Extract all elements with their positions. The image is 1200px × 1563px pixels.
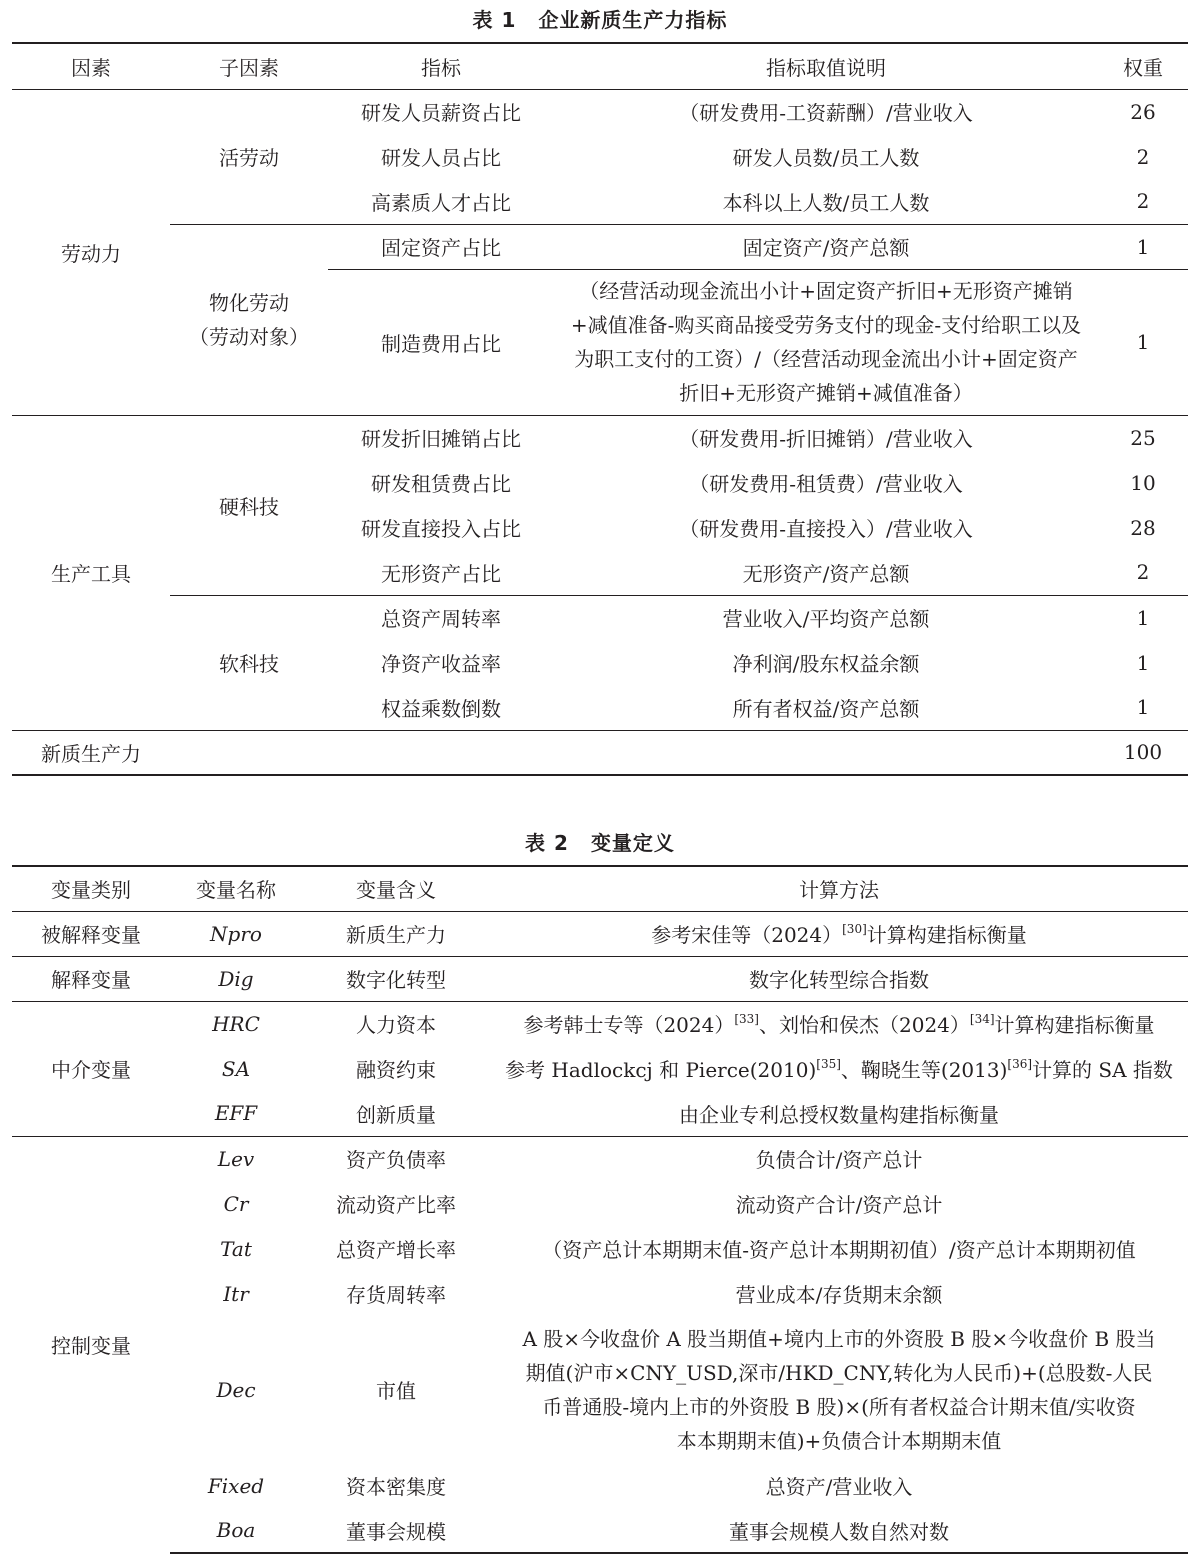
variable-meaning-cell: 存货周转率 xyxy=(346,1283,446,1307)
table2-number: 表 2 xyxy=(525,831,569,855)
subfactor-cell xyxy=(170,224,328,415)
variable-name-cell: Npro xyxy=(210,921,262,946)
table2-header-method: 计算方法 xyxy=(490,866,1188,911)
indicator-cell: 研发人员薪资占比 xyxy=(361,101,521,126)
description-text: （经营活动现金流出小计+固定资产折旧+无形资产摊销+减值准备-购买商品接受劳务支付的现金-支付给职工以及为职工支付的工资）/（经营活动现金流出小计+固定资产折旧+无形资产摊销+减值准备） xyxy=(570,279,1082,405)
method-cell xyxy=(490,1046,1188,1091)
table-row xyxy=(12,1001,1188,1046)
subfactor-label: 物化劳动 xyxy=(209,290,289,315)
method-text: 参考 Hadlockcj 和 Pierce(2010) xyxy=(505,1058,817,1082)
table1-header-factor: 因素 xyxy=(12,43,170,89)
weight-cell: 1 xyxy=(1136,695,1150,720)
weight-cell: 28 xyxy=(1130,515,1156,540)
indicator-cell: 研发折旧摊销占比 xyxy=(328,415,554,460)
table1-header-indicator: 指标 xyxy=(328,43,554,89)
method-cell: 营业成本/存货期末余额 xyxy=(735,1283,943,1307)
description-cell: 无形资产/资产总额 xyxy=(742,561,910,586)
method-cell: 流动资产合计/资产总计 xyxy=(735,1193,943,1217)
variable-name-cell: Itr xyxy=(223,1281,249,1306)
table-row xyxy=(12,1508,1188,1553)
variable-meaning-cell: 人力资本 xyxy=(302,1001,490,1046)
table1-header-subfactor: 子因素 xyxy=(170,43,328,89)
subfactor-cell: 软科技 xyxy=(170,595,328,730)
variable-meaning-cell: 总资产增长率 xyxy=(336,1238,456,1262)
table2-caption xyxy=(0,827,1200,856)
method-line: 本本期期末值)+负债合计本期期末值 xyxy=(676,1428,1002,1453)
weight-cell: 2 xyxy=(1136,144,1150,169)
description-cell: 研发人员数/员工人数 xyxy=(732,146,920,170)
table2-header-meaning: 变量含义 xyxy=(302,866,490,911)
citation-ref: [33] xyxy=(734,1012,759,1027)
variable-name-cell: Dec xyxy=(216,1377,256,1402)
factor-cell: 劳动力 xyxy=(61,241,121,266)
citation-ref: [30] xyxy=(842,922,867,936)
description-cell: 营业收入/平均资产总额 xyxy=(554,595,1098,640)
description-cell: 本科以上人数/员工人数 xyxy=(722,190,930,215)
description-cell: （研发费用-折旧摊销）/营业收入 xyxy=(554,415,1098,460)
total-weight: 100 xyxy=(1098,730,1188,775)
table2-title: 变量定义 xyxy=(590,831,675,855)
method-cell xyxy=(490,911,1188,956)
method-text: 参考宋佳等（2024） xyxy=(651,923,843,947)
weight-cell: 2 xyxy=(1136,560,1150,585)
method-cell: 董事会规模人数自然对数 xyxy=(490,1508,1188,1553)
method-cell: （资产总计本期期末值-资产总计本期期初值）/资产总计本期期初值 xyxy=(542,1238,1136,1262)
indicator-cell: 高素质人才占比 xyxy=(371,190,511,215)
variable-name-cell: EFF xyxy=(214,1101,258,1126)
method-text: 、刘怡和侯杰（2024） xyxy=(759,1013,970,1038)
description-cell: （研发费用-工资薪酬）/营业收入 xyxy=(679,101,973,126)
method-cell xyxy=(490,1001,1188,1046)
description-cell: （研发费用-直接投入）/营业收入 xyxy=(679,517,973,541)
table1-header-description: 指标取值说明 xyxy=(554,43,1098,89)
weight-cell: 26 xyxy=(1130,99,1156,124)
weight-cell: 2 xyxy=(1136,189,1150,214)
table-row xyxy=(12,89,1188,134)
variable-meaning-cell: 新质生产力 xyxy=(346,923,446,947)
variable-meaning-cell: 资产负债率 xyxy=(302,1136,490,1181)
method-cell: 负债合计/资产总计 xyxy=(490,1136,1188,1181)
table-row xyxy=(12,595,1188,640)
method-text: 参考韩士专等（2024） xyxy=(523,1013,735,1038)
weight-cell: 1 xyxy=(1136,650,1150,675)
table-row xyxy=(12,415,1188,460)
factor-cell: 生产工具 xyxy=(12,415,170,730)
method-line: 币普通股-境内上市的外资股 B 股)×(所有者权益合计期末值/实收资 xyxy=(542,1394,1136,1419)
weight-cell: 1 xyxy=(1098,595,1188,640)
category-cell: 被解释变量 xyxy=(41,923,141,947)
table2 xyxy=(12,865,1188,1554)
table-row xyxy=(12,956,1188,1001)
table1-header-weight: 权重 xyxy=(1098,43,1188,89)
variable-name-cell: Tat xyxy=(220,1236,252,1261)
table1-number: 表 1 xyxy=(472,8,517,32)
table-row xyxy=(12,1181,1188,1226)
table-row xyxy=(12,1091,1188,1136)
description-cell: （研发费用-租赁费）/营业收入 xyxy=(689,472,963,496)
variable-meaning-cell: 市值 xyxy=(376,1379,416,1403)
empty-cell xyxy=(328,730,554,775)
subfactor-cell: 硬科技 xyxy=(170,415,328,595)
indicator-cell: 权益乘数倒数 xyxy=(381,696,501,721)
method-cell xyxy=(490,1316,1188,1463)
variable-meaning-cell: 董事会规模 xyxy=(302,1508,490,1553)
indicator-cell: 制造费用占比 xyxy=(328,269,554,415)
method-text: 计算的 SA 指数 xyxy=(1032,1058,1173,1082)
indicator-cell: 总资产周转率 xyxy=(328,595,554,640)
citation-ref: [35] xyxy=(816,1057,841,1071)
table1-title: 企业新质生产力指标 xyxy=(538,8,728,32)
total-label: 新质生产力 xyxy=(12,730,170,775)
citation-ref: [34] xyxy=(969,1012,995,1027)
category-cell: 控制变量 xyxy=(12,1136,170,1553)
table-row xyxy=(12,1271,1188,1316)
empty-cell xyxy=(554,730,1098,775)
method-cell: 总资产/营业收入 xyxy=(765,1475,913,1499)
indicator-cell: 研发直接投入占比 xyxy=(361,517,521,541)
variable-name-cell: Boa xyxy=(170,1508,302,1553)
table-row xyxy=(12,1316,1188,1463)
description-cell xyxy=(554,269,1098,415)
category-cell: 解释变量 xyxy=(12,956,170,1001)
table1 xyxy=(12,42,1188,776)
subfactor-cell: 活劳动 xyxy=(219,146,279,170)
table-row xyxy=(12,224,1188,269)
empty-cell xyxy=(170,730,328,775)
method-text: 计算构建指标衡量 xyxy=(994,1013,1155,1038)
indicator-cell: 研发人员占比 xyxy=(381,146,501,170)
indicator-cell: 研发租赁费占比 xyxy=(371,472,511,496)
indicator-cell: 净资产收益率 xyxy=(381,652,501,676)
weight-cell: 25 xyxy=(1098,415,1188,460)
weight-cell: 1 xyxy=(1098,269,1188,415)
variable-meaning-cell: 数字化转型 xyxy=(302,956,490,1001)
indicator-cell: 固定资产占比 xyxy=(328,224,554,269)
subfactor-sublabel: （劳动对象） xyxy=(189,324,309,349)
description-cell: 所有者权益/资产总额 xyxy=(732,696,920,721)
table-total-row xyxy=(12,730,1188,775)
variable-name-cell: Dig xyxy=(170,956,302,1001)
description-cell: 净利润/股东权益余额 xyxy=(732,652,920,676)
table-row xyxy=(12,1463,1188,1508)
table-row xyxy=(12,1046,1188,1091)
method-line: 期值(沪市×CNY_USD,深市/HKD_CNY,转化为人民币)+(总股数-人民 xyxy=(525,1360,1153,1385)
weight-cell: 10 xyxy=(1130,470,1156,495)
variable-name-cell: SA xyxy=(221,1056,251,1081)
indicator-cell: 无形资产占比 xyxy=(381,561,501,586)
method-cell: 数字化转型综合指数 xyxy=(490,956,1188,1001)
description-cell: 固定资产/资产总额 xyxy=(554,224,1098,269)
method-text: 、鞠晓生等(2013) xyxy=(840,1058,1008,1082)
citation-ref: [36] xyxy=(1007,1057,1033,1071)
table2-header-name: 变量名称 xyxy=(170,866,302,911)
table1-caption xyxy=(0,4,1200,33)
method-cell: 由企业专利总授权数量构建指标衡量 xyxy=(679,1102,999,1127)
table-row xyxy=(12,1226,1188,1271)
table2-header-category: 变量类别 xyxy=(12,866,170,911)
variable-meaning-cell: 创新质量 xyxy=(356,1102,436,1127)
variable-meaning-cell: 资本密集度 xyxy=(346,1475,446,1499)
variable-name-cell: Fixed xyxy=(207,1473,265,1498)
method-line: A 股×今收盘价 A 股当期值+境内上市的外资股 B 股×今收盘价 B 股当 xyxy=(522,1326,1156,1351)
variable-name-cell: Cr xyxy=(223,1191,249,1216)
variable-meaning-cell: 融资约束 xyxy=(356,1058,436,1082)
category-cell: 中介变量 xyxy=(12,1001,170,1136)
variable-name-cell: Lev xyxy=(170,1136,302,1181)
variable-meaning-cell: 流动资产比率 xyxy=(336,1193,456,1217)
weight-cell: 1 xyxy=(1098,224,1188,269)
table-row xyxy=(12,911,1188,956)
variable-name-cell: HRC xyxy=(170,1001,302,1046)
method-text: 计算构建指标衡量 xyxy=(866,923,1027,947)
table-row xyxy=(12,1136,1188,1181)
